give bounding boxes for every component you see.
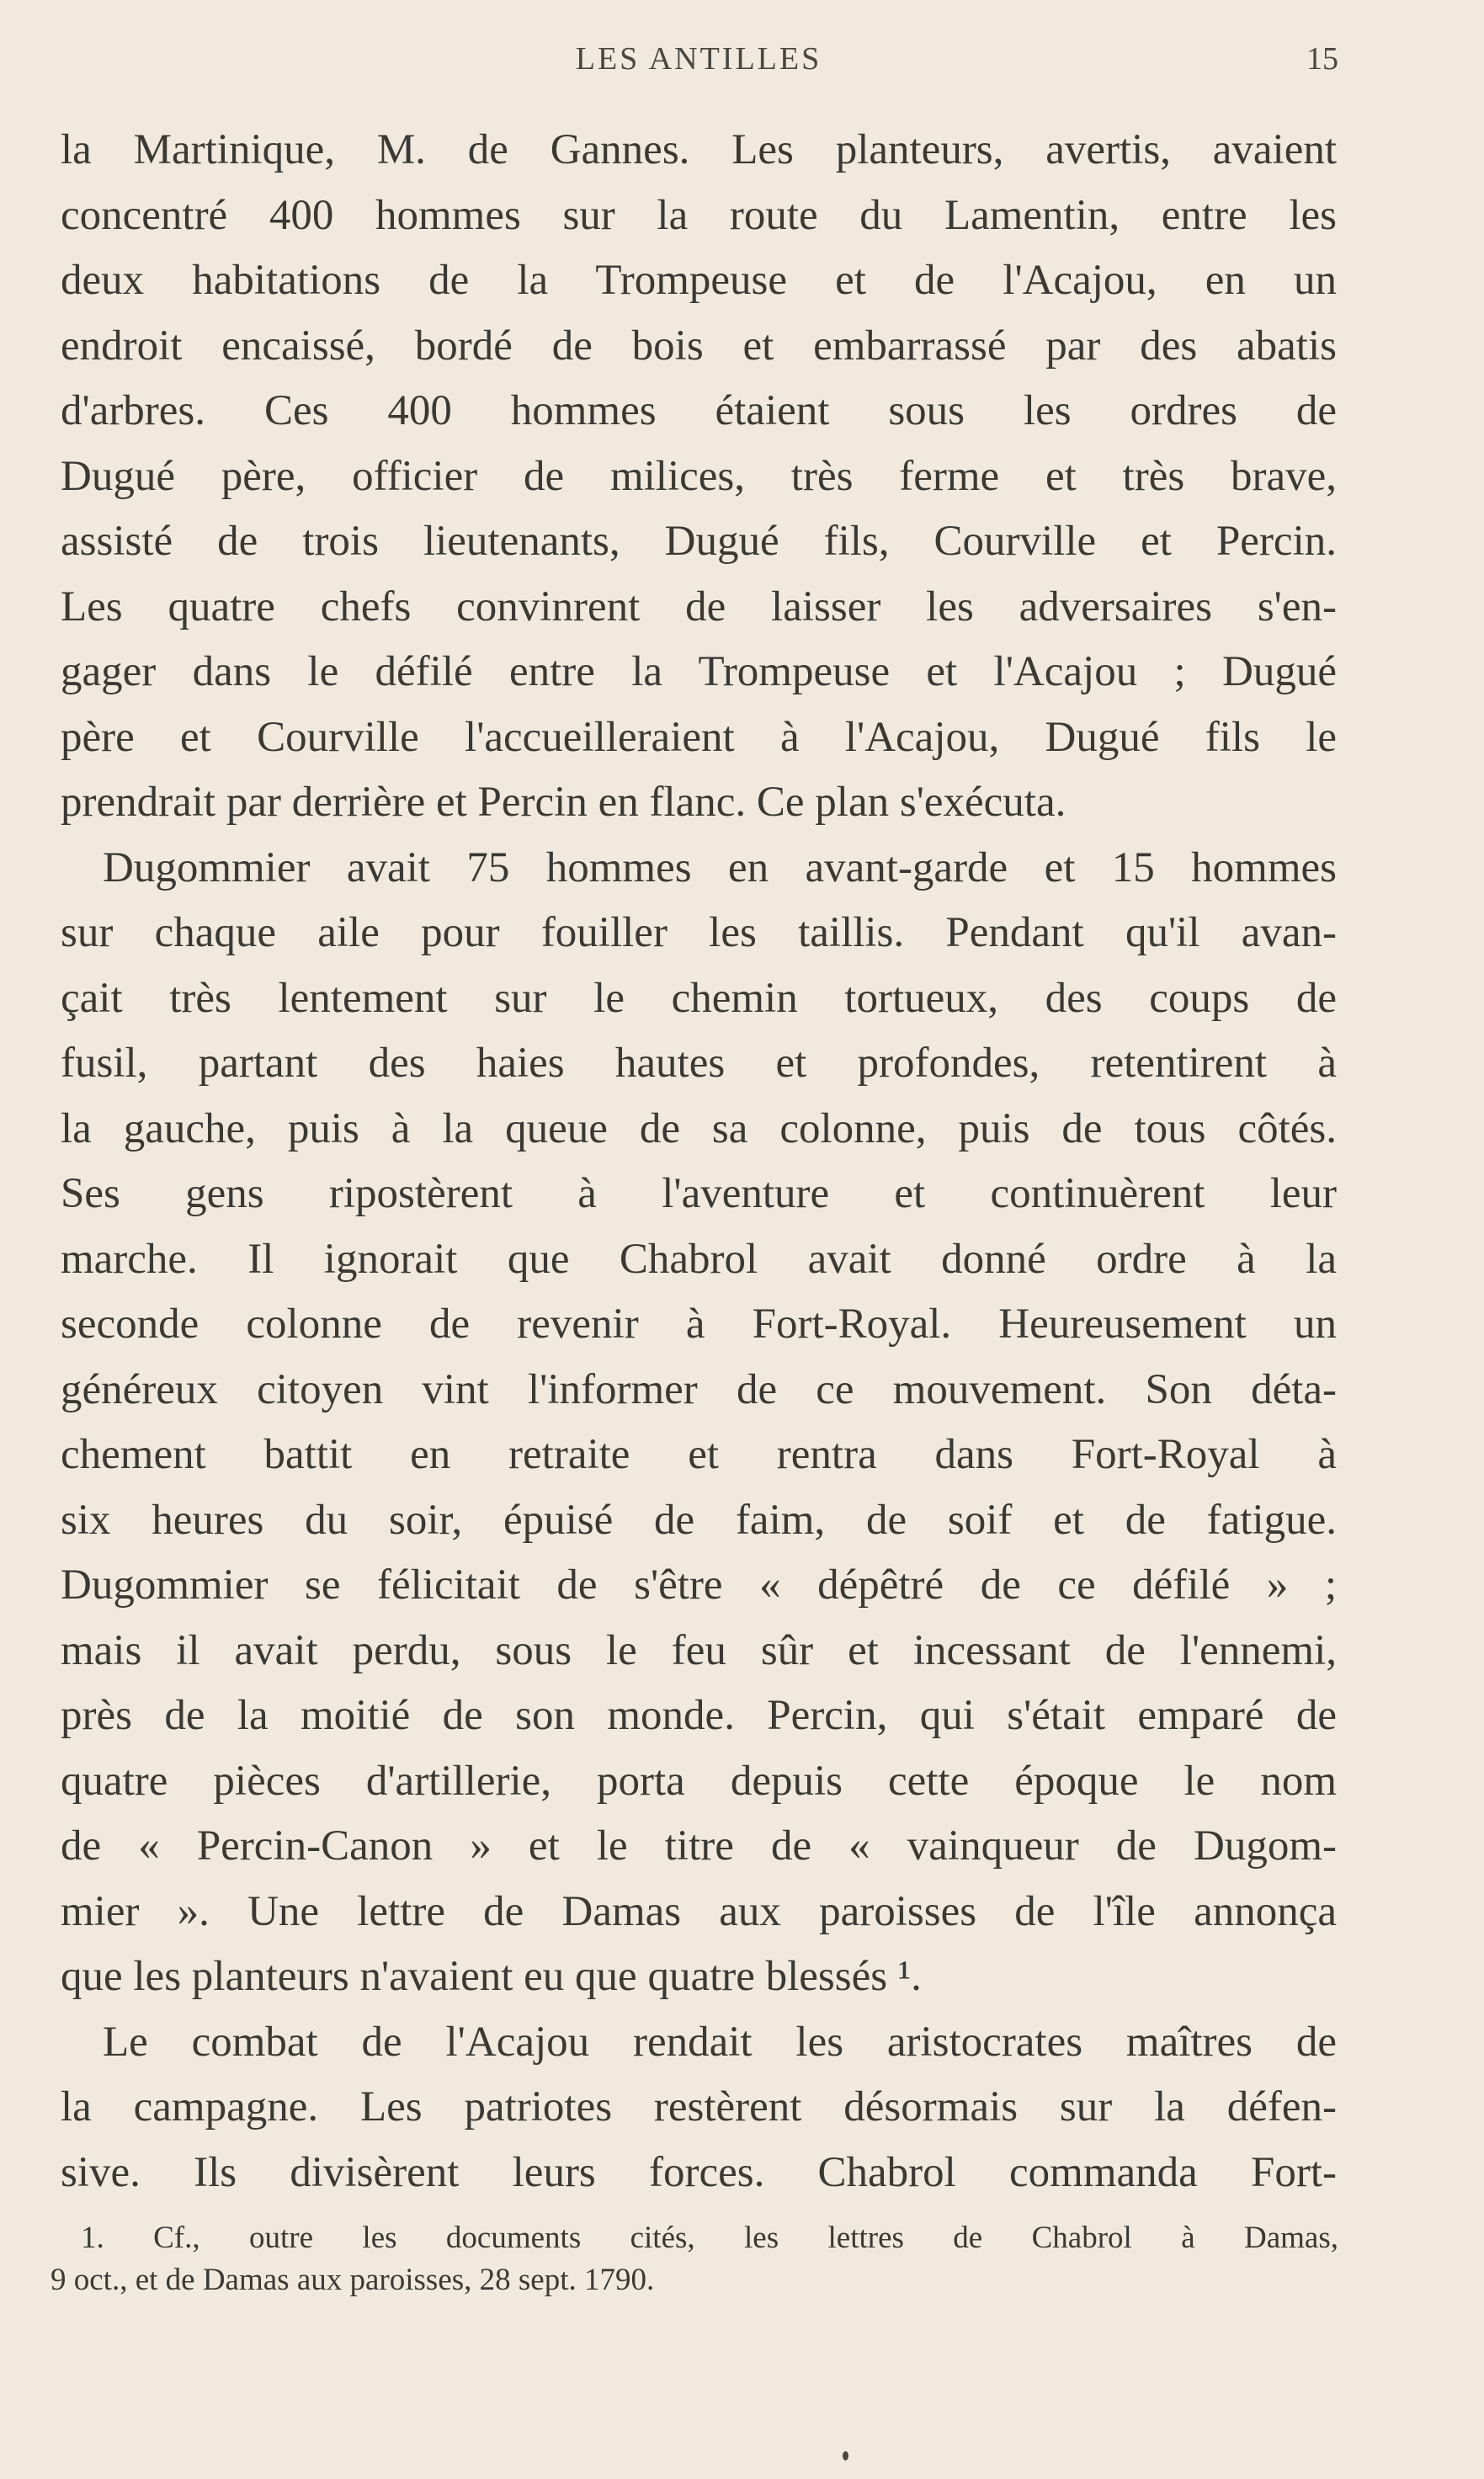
text-line: concentré 400 hommes sur la route du Lamentin, entre les bbox=[61, 191, 1337, 239]
text-line: çait très lentement sur le chemin tortueux, des coups de bbox=[61, 974, 1337, 1022]
running-head bbox=[59, 40, 1338, 91]
running-title: LES ANTILLES bbox=[575, 41, 822, 77]
text-line: que les planteurs n'avaient eu que quatre blessés ¹. bbox=[61, 1953, 922, 2000]
text-line: généreux citoyen vint l'informer de ce mouvement. Son déta- bbox=[61, 1365, 1337, 1413]
text-line: endroit encaissé, bordé de bois et embarrassé par des abatis bbox=[61, 322, 1337, 370]
footnote-line: 9 oct., et de Damas aux paroisses, 28 sept. 1790. bbox=[51, 2263, 655, 2297]
text-line: gager dans le défilé entre la Trompeuse et l'Acajou ; Dugué bbox=[61, 648, 1337, 695]
footnote-line: 1. Cf., outre les documents cités, les lettres de Chabrol à Damas, bbox=[81, 2221, 1338, 2255]
footnote bbox=[51, 2217, 1338, 2301]
text-line: sive. Ils divisèrent leurs forces. Chabrol commanda Fort- bbox=[61, 2148, 1337, 2196]
text-line: d'arbres. Ces 400 hommes étaient sous les ordres de bbox=[61, 387, 1337, 434]
text-line: Les quatre chefs convinrent de laisser les adversaires s'en- bbox=[61, 583, 1337, 630]
text-line: mais il avait perdu, sous le feu sûr et incessant de l'ennemi, bbox=[61, 1626, 1337, 1674]
text-line: sur chaque aile pour fouiller les taillis. Pendant qu'il avan- bbox=[61, 909, 1337, 956]
text-line: chement battit en retraite et rentra dans Fort-Royal à bbox=[61, 1431, 1337, 1478]
page-number: 15 bbox=[1306, 41, 1338, 77]
text-line: seconde colonne de revenir à Fort-Royal. Heureusement un bbox=[61, 1301, 1337, 1348]
text-line: Ses gens ripostèrent à l'aventure et continuèrent leur bbox=[61, 1170, 1337, 1217]
text-line: fusil, partant des haies hautes et profondes, retentirent à bbox=[61, 1040, 1337, 1087]
text-line: Dugué père, officier de milices, très ferme et très brave, bbox=[61, 452, 1337, 500]
text-line: Dugommier se félicitait de s'être « dépêtré de ce défilé » ; bbox=[61, 1561, 1337, 1609]
body-text bbox=[61, 118, 1337, 2205]
text-line: la gauche, puis à la queue de sa colonne, puis de tous côtés. bbox=[61, 1104, 1337, 1152]
text-line: deux habitations de la Trompeuse et de l'Acajou, en un bbox=[61, 257, 1337, 304]
text-line: mier ». Une lettre de Damas aux paroisses de l'île annonça bbox=[61, 1887, 1337, 1935]
printer-mark bbox=[843, 2451, 848, 2460]
text-line: quatre pièces d'artillerie, porta depuis cette époque le nom bbox=[61, 1757, 1337, 1805]
text-line: Le combat de l'Acajou rendait les aristocrates maîtres de bbox=[103, 2018, 1337, 2066]
text-line: de « Percin-Canon » et le titre de « vainqueur de Dugom- bbox=[61, 1822, 1337, 1870]
text-line: la Martinique, M. de Gannes. Les planteurs, avertis, avaient bbox=[61, 126, 1337, 173]
text-line: près de la moitié de son monde. Percin, qui s'était emparé de bbox=[61, 1692, 1337, 1739]
text-line: père et Courville l'accueilleraient à l'Acajou, Dugué fils le bbox=[61, 713, 1337, 761]
text-line: Dugommier avait 75 hommes en avant-garde et 15 hommes bbox=[103, 843, 1337, 891]
text-line: la campagne. Les patriotes restèrent désormais sur la défen- bbox=[61, 2083, 1337, 2131]
text-line: six heures du soir, épuisé de faim, de soif et de fatigue. bbox=[61, 1496, 1337, 1544]
text-line: marche. Il ignorait que Chabrol avait donné ordre à la bbox=[61, 1235, 1337, 1283]
text-line: prendrait par derrière et Percin en flanc. Ce plan s'exécuta. bbox=[61, 779, 1066, 826]
text-line: assisté de trois lieutenants, Dugué fils, Courville et Percin. bbox=[61, 518, 1337, 565]
